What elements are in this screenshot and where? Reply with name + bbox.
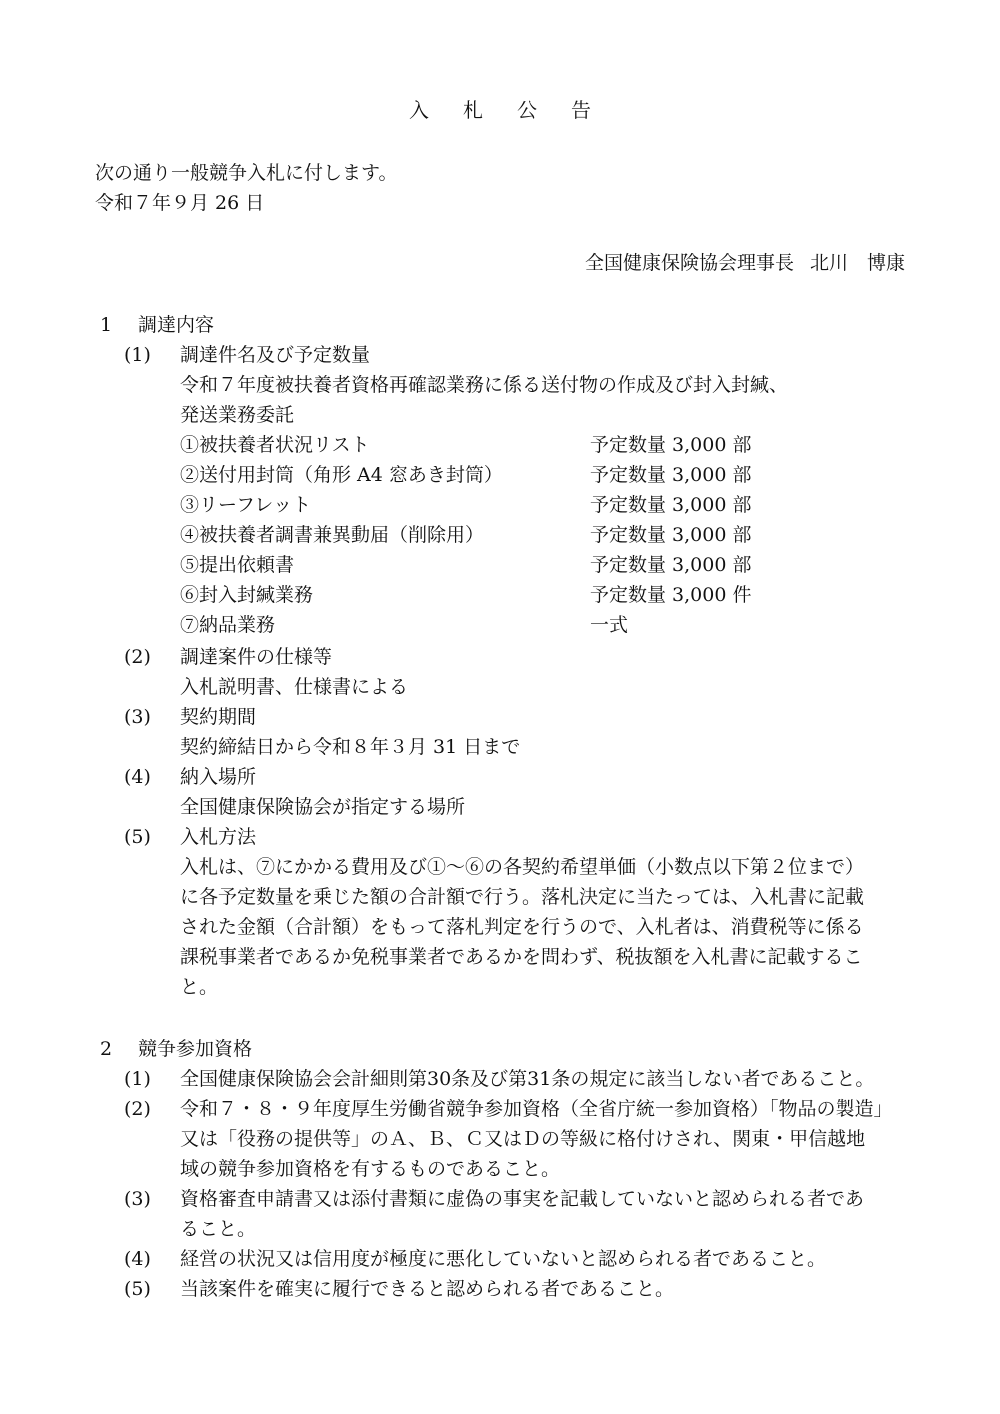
subject-line: 発送業務委託	[180, 404, 295, 426]
item-quantity: 予定数量 3,000 件	[590, 584, 752, 606]
title-char: 公	[517, 98, 537, 122]
subsection-body: 全国健康保険協会が指定する場所	[180, 796, 466, 818]
item-number: (4)	[124, 1248, 151, 1270]
subsection-1-4-heading	[124, 762, 256, 792]
item-quantity: 一式	[590, 614, 629, 636]
subsection-title: 調達件名及び予定数量	[180, 344, 371, 366]
qualification-item	[124, 1274, 674, 1304]
subject-line: 令和７年度被扶養者資格再確認業務に係る送付物の作成及び封入封緘、	[180, 374, 789, 396]
subsection-body: 入札説明書、仕様書による	[180, 676, 409, 698]
paragraph-line: 入札は、⑦にかかる費用及び①～⑥の各契約希望単価（小数点以下第２位まで）	[180, 856, 865, 878]
subsection-number: (3)	[124, 706, 151, 728]
item-name: ⑥封入封緘業務	[180, 584, 314, 606]
item-name: ③リーフレット	[180, 494, 312, 516]
qualification-item	[124, 1094, 893, 1124]
author-org: 全国健康保険協会理事長	[584, 252, 794, 274]
qualification-item	[124, 1184, 864, 1214]
subsection-number: (4)	[124, 766, 151, 788]
item-text-continued: ること。	[180, 1218, 257, 1240]
title-char: 札	[463, 98, 483, 122]
author-signature	[585, 248, 905, 278]
item-row	[0, 520, 1000, 550]
page-title	[0, 95, 1000, 125]
paragraph-line: された金額（合計額）をもって落札判定を行うので、入札者は、消費税等に係る	[180, 916, 864, 938]
title-char: 告	[571, 98, 591, 122]
subsection-body: 契約締結日から令和８年３月 31 日まで	[180, 736, 521, 758]
subsection-number: (2)	[124, 646, 151, 668]
item-number: (2)	[124, 1098, 151, 1120]
item-number: (3)	[124, 1188, 151, 1210]
item-quantity: 予定数量 3,000 部	[590, 434, 752, 456]
item-name: ④被扶養者調書兼異動届（削除用）	[180, 524, 485, 546]
item-text-continued: 又は「役務の提供等」のＡ、Ｂ、Ｃ又はＤの等級に格付けされ、関東・甲信越地	[180, 1128, 866, 1150]
item-quantity: 予定数量 3,000 部	[590, 554, 752, 576]
section-title: 競争参加資格	[138, 1038, 253, 1060]
item-row	[0, 490, 1000, 520]
subsection-number: (5)	[124, 826, 151, 848]
author-name: 北川 博康	[809, 252, 905, 274]
section-1-heading	[100, 310, 214, 340]
item-name: ①被扶養者状況リスト	[180, 434, 370, 456]
subsection-title: 入札方法	[180, 826, 257, 848]
notice-date: 令和７年９月 26 日	[95, 192, 265, 214]
item-quantity: 予定数量 3,000 部	[590, 494, 752, 516]
item-row	[0, 550, 1000, 580]
item-text: 全国健康保険協会会計細則第30条及び第31条の規定に該当しない者であること。	[180, 1068, 875, 1090]
section-number: 1	[100, 314, 113, 336]
title-char: 入	[409, 98, 429, 122]
item-text: 令和７・８・９年度厚生労働省競争参加資格（全省庁統一参加資格）「物品の製造」	[180, 1098, 893, 1120]
item-text: 資格審査申請書又は添付書類に虚偽の事実を記載していないと認められる者であ	[180, 1188, 865, 1210]
subsection-1-3-heading	[124, 702, 256, 732]
subsection-1-5-heading	[124, 822, 256, 852]
item-row	[0, 460, 1000, 490]
section-title: 調達内容	[138, 314, 215, 336]
item-number: (1)	[124, 1068, 151, 1090]
subsection-title: 納入場所	[180, 766, 257, 788]
qualification-item	[124, 1244, 826, 1274]
item-number: (5)	[124, 1278, 151, 1300]
paragraph-line: に各予定数量を乗じた額の合計額で行う。落札決定に当たっては、入札書に記載	[180, 886, 865, 908]
subsection-title: 調達案件の仕様等	[180, 646, 333, 668]
item-name: ⑦納品業務	[180, 614, 276, 636]
item-name: ⑤提出依頼書	[180, 554, 295, 576]
item-text: 当該案件を確実に履行できると認められる者であること。	[180, 1278, 675, 1300]
subsection-title: 契約期間	[180, 706, 257, 728]
section-number: 2	[100, 1038, 113, 1060]
item-name: ②送付用封筒（角形 A4 窓あき封筒）	[180, 464, 503, 486]
subsection-1-2-heading	[124, 642, 332, 672]
item-quantity: 予定数量 3,000 部	[590, 524, 752, 546]
item-text-continued: 域の競争参加資格を有するものであること。	[180, 1158, 561, 1180]
qualification-item	[124, 1064, 874, 1094]
item-row	[0, 430, 1000, 460]
item-row	[0, 580, 1000, 610]
item-text: 経営の状況又は信用度が極度に悪化していないと認められる者であること。	[180, 1248, 827, 1270]
subsection-number: (1)	[124, 344, 151, 366]
item-quantity: 予定数量 3,000 部	[590, 464, 752, 486]
intro-text: 次の通り一般競争入札に付します。	[95, 162, 398, 184]
item-row	[0, 610, 1000, 640]
section-2-heading	[100, 1034, 252, 1064]
subsection-1-1-heading	[124, 340, 370, 370]
paragraph-line: と。	[180, 976, 219, 998]
paragraph-line: 課税事業者であるか免税事業者であるかを問わず、税抜額を入札書に記載するこ	[180, 946, 863, 968]
